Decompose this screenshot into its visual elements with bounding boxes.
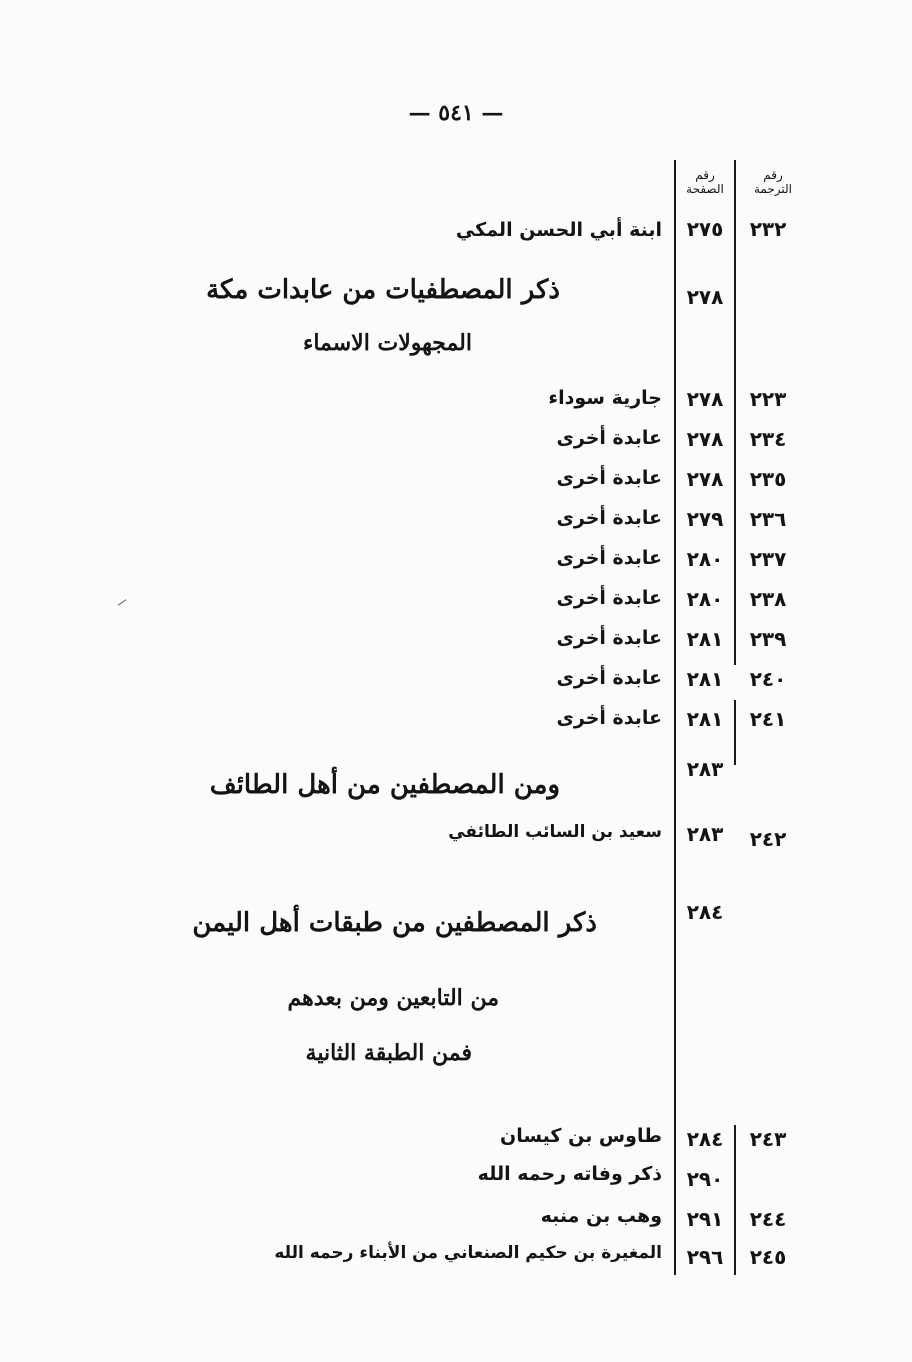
page-ref: ٢٨٤ xyxy=(686,1127,724,1151)
entry-name: عابدة أخرى xyxy=(556,667,662,689)
entry-name: وهب بن منبه xyxy=(540,1205,662,1227)
bio-number: ٢٤٤ xyxy=(749,1207,787,1231)
page-ref: ٢٨١ xyxy=(686,627,724,651)
page-ref: ٢٨٠ xyxy=(686,547,724,571)
entry-name: جارية سوداء xyxy=(548,387,662,409)
bio-number: ٢٣٨ xyxy=(749,587,787,611)
page-ref: ٢٩١ xyxy=(686,1207,724,1231)
entry-name: عابدة أخرى xyxy=(556,507,662,529)
page-ref: ٢٧٩ xyxy=(686,507,724,531)
bio-number: ٢٣٧ xyxy=(749,547,787,571)
page-ref: ٢٧٨ xyxy=(686,467,724,491)
page-number: — ٥٤١ — xyxy=(408,100,504,126)
page-ref: ٢٨٣ xyxy=(686,822,724,846)
page-ref: ٢٧٨ xyxy=(686,285,724,309)
bio-number: ٢٤٢ xyxy=(749,827,787,851)
entry-name: عابدة أخرى xyxy=(556,467,662,489)
column-divider-left xyxy=(674,160,676,1275)
bio-number-header: رقم الترجمة xyxy=(753,168,793,196)
entry-name: عابدة أخرى xyxy=(556,427,662,449)
bio-number: ٢٣٤ xyxy=(749,427,787,451)
bio-number: ٢٤٣ xyxy=(749,1127,787,1151)
bio-number: ٢٤١ xyxy=(749,707,787,731)
entry-name: طاوس بن كيسان xyxy=(499,1125,662,1147)
bio-number: ٢٣٩ xyxy=(749,627,787,651)
bio-number: ٢٣٥ xyxy=(749,467,787,491)
bio-number: ٢٤٠ xyxy=(749,667,787,691)
column-divider-right-lower xyxy=(734,700,736,765)
section-heading: ذكر المصطفيات من عابدات مكة xyxy=(206,275,560,305)
bio-number: ٢٤٥ xyxy=(749,1245,787,1269)
page-ref: ٢٩٠ xyxy=(686,1167,724,1191)
stray-pen-mark xyxy=(118,599,127,606)
page-ref: ٢٧٥ xyxy=(686,217,724,241)
bio-number: ٢٣٦ xyxy=(749,507,787,531)
entry-name: عابدة أخرى xyxy=(556,707,662,729)
section-subheading: فمن الطبقة الثانية xyxy=(305,1040,472,1066)
page-number-header: رقم الصفحة xyxy=(686,168,724,196)
entry-name: عابدة أخرى xyxy=(556,587,662,609)
entry-name: عابدة أخرى xyxy=(556,627,662,649)
page-ref: ٢٨١ xyxy=(686,707,724,731)
page-ref: ٢٧٨ xyxy=(686,427,724,451)
page-ref: ٢٨١ xyxy=(686,667,724,691)
entry-name: ابنة أبي الحسن المكي xyxy=(455,219,662,241)
bio-number: ٢٣٢ xyxy=(749,217,787,241)
section-subheading: من التابعين ومن بعدهم xyxy=(287,985,499,1011)
bio-number: ٢٢٣ xyxy=(749,387,787,411)
entry-name: سعيد بن السائب الطائفي xyxy=(448,822,662,842)
page-ref: ٢٨٤ xyxy=(686,900,724,924)
entry-name: المغيرة بن حكيم الصنعاني من الأبناء رحمه الله xyxy=(274,1243,662,1263)
section-heading: ذكر المصطفين من طبقات أهل اليمن xyxy=(192,908,597,938)
page-ref: ٢٨٠ xyxy=(686,587,724,611)
column-divider-right-bottom xyxy=(734,1125,736,1275)
page-ref: ٢٩٦ xyxy=(686,1245,724,1269)
page-ref: ٢٧٨ xyxy=(686,387,724,411)
entry-name: عابدة أخرى xyxy=(556,547,662,569)
section-heading: ومن المصطفين من أهل الطائف xyxy=(209,770,560,800)
section-subheading: المجهولات الاسماء xyxy=(302,330,472,356)
page-ref: ٢٨٣ xyxy=(686,757,724,781)
column-divider-right xyxy=(734,160,736,665)
entry-name: ذكر وفاته رحمه الله xyxy=(477,1163,662,1185)
